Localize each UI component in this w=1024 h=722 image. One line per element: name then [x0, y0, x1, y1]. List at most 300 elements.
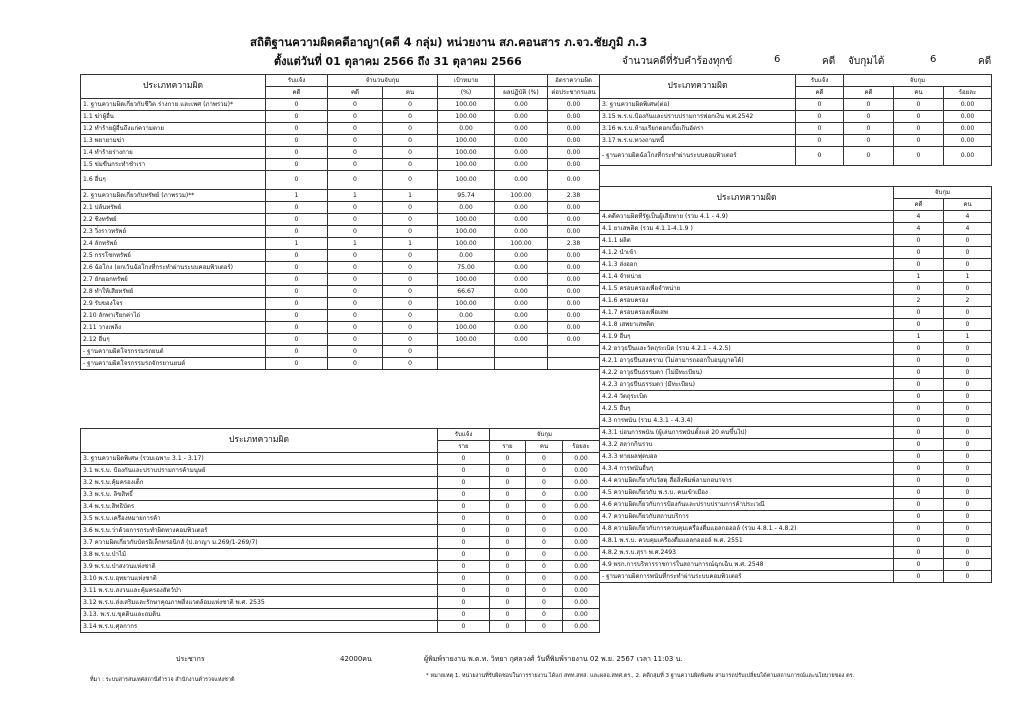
table-row — [600, 295, 992, 307]
cell-value: 0 — [383, 274, 438, 286]
cell-value: 0 — [328, 298, 383, 310]
table-row — [81, 262, 600, 274]
cell-value: 0.00 — [548, 99, 600, 111]
cell-value: 0 — [328, 226, 383, 238]
cell-value: 0 — [894, 415, 944, 427]
cell-value: 0.00 — [438, 202, 495, 214]
cell-value: 0.00 — [495, 135, 548, 147]
cell-value: 0 — [328, 147, 383, 159]
col-c3: คน — [526, 441, 563, 453]
col-arrested: จับกุม — [894, 187, 992, 199]
table-row — [600, 307, 992, 319]
cell-value: 0 — [438, 513, 490, 525]
cell-value: 0.00 — [563, 537, 600, 549]
source-note: ที่มา : ระบบสารสนเทศสถานีตำรวจ สำนักงานตำรวจแห่งชาติ — [90, 677, 235, 683]
table-row — [600, 355, 992, 367]
cell-value: 0 — [944, 499, 992, 511]
row-label: 4.1.7 ครอบครองเพื่อเสพ — [600, 307, 894, 319]
cell-value: 0.00 — [563, 525, 600, 537]
cell-value: 0 — [944, 511, 992, 523]
cell-value: 0 — [438, 537, 490, 549]
row-label: - ฐานความผิดฉ้อโกงที่กระทำผ่านระบบคอมพิวเตอร์ — [600, 147, 796, 166]
cell-value: 0 — [266, 171, 328, 190]
row-label: 2.5 กรรโชกทรัพย์ — [81, 250, 266, 262]
table-row — [600, 379, 992, 391]
cell-value: 0 — [383, 202, 438, 214]
table-row — [600, 235, 992, 247]
cell-value: 0 — [490, 465, 526, 477]
row-label: 4.2.4 วัตถุระเบิด — [600, 391, 894, 403]
cell-value: 0.00 — [548, 274, 600, 286]
cell-value: 0 — [944, 403, 992, 415]
col-persons: คน — [944, 199, 992, 211]
col-persons: คน — [894, 87, 944, 99]
cell-value: 0 — [490, 525, 526, 537]
cell-value: 0.00 — [548, 286, 600, 298]
cell-value: 0 — [266, 135, 328, 147]
cell-value: 100.00 — [438, 214, 495, 226]
row-label: 4.2.1 อาวุธปืนสงคราม (ไม่สามารถออกใบอนุญาตได้) — [600, 355, 894, 367]
row-label: 4.3.1 บ่อนการพนัน (ผู้เล่นการพนันตั้งแต่ 20 คนขึ้นไป) — [600, 427, 894, 439]
table-row — [81, 513, 600, 525]
cell-value: 0 — [844, 99, 894, 111]
col-category: ประเภทความผิด — [600, 187, 894, 211]
row-label: 4.3.3 ทายผลฟุตบอล — [600, 451, 894, 463]
cell-value: 0 — [894, 403, 944, 415]
report-period: ตั้งแต่วันที่ 01 ตุลาคม 2566 ถึง 31 ตุลาคม 2566 — [274, 55, 522, 68]
cell-value: 0 — [328, 286, 383, 298]
row-label: 4.5 ความผิดเกี่ยวกับ พ.ร.บ. คนเข้าเมือง — [600, 487, 894, 499]
row-label: 3.7 ความผิดเกี่ยวกับบัตรอิเล็กทรอนิกส์ (ป.อาญา ม.269/1-269/7) — [81, 537, 438, 549]
cell-value: 0 — [328, 99, 383, 111]
cell-value: 4 — [894, 223, 944, 235]
col-cases: คดี — [266, 87, 328, 99]
cell-value: 0 — [490, 501, 526, 513]
cell-value: 0.00 — [548, 322, 600, 334]
table-row — [600, 319, 992, 331]
cell-value: 0 — [944, 235, 992, 247]
cell-value: 1 — [944, 331, 992, 343]
cell-value: 0.00 — [548, 310, 600, 322]
row-label: 4.3.4 การพนันอื่นๆ — [600, 463, 894, 475]
row-label: 1.4 ทำร้ายร่างกาย — [81, 147, 266, 159]
row-label: 2.7 ยักยอกทรัพย์ — [81, 274, 266, 286]
table-row — [600, 487, 992, 499]
cell-value: 0.00 — [563, 489, 600, 501]
table-row — [81, 159, 600, 171]
row-label: 4.1.2 นำเข้า — [600, 247, 894, 259]
cell-value: 0 — [894, 247, 944, 259]
table-row — [600, 99, 992, 111]
row-label: 3.14 พ.ร.บ.ศุลกากร — [81, 621, 438, 633]
row-label: 1. ฐานความผิดเกี่ยวกับชีวิต ร่างกาย และเพศ (ภาพรวม)* — [81, 99, 266, 111]
row-label: 3.2 พ.ร.บ.คุ้มครองเด็ก — [81, 477, 438, 489]
cell-value: 0 — [266, 358, 328, 370]
cell-value — [438, 346, 495, 358]
row-label: 2.3 วิ่งราวทรัพย์ — [81, 226, 266, 238]
table-row — [81, 202, 600, 214]
cell-value: 0 — [490, 453, 526, 465]
table-row — [81, 561, 600, 573]
cell-value: 100.00 — [438, 99, 495, 111]
cell-value: 0 — [894, 343, 944, 355]
cell-value: 0.00 — [495, 310, 548, 322]
cell-value: 0.00 — [548, 147, 600, 159]
cell-value: 100.00 — [438, 171, 495, 190]
table-row — [81, 525, 600, 537]
cell-value: 0 — [266, 123, 328, 135]
row-label: 4.1.5 ครอบครองเพื่อจำหน่าย — [600, 283, 894, 295]
received-label: จำนวนคดีที่รับคำร้องทุกข์ — [622, 56, 733, 67]
table-row — [600, 547, 992, 559]
population-value: 42000คน — [340, 655, 372, 663]
col-arrested: จับกุม — [844, 75, 992, 87]
cell-value: 0 — [796, 123, 844, 135]
received-value: 6 — [774, 54, 781, 65]
cell-value: 0 — [894, 135, 944, 147]
row-label: 4.1.9 อื่นๆ — [600, 331, 894, 343]
cell-value: 0.00 — [548, 123, 600, 135]
cell-value: 0 — [328, 202, 383, 214]
cell-value: 0.00 — [495, 334, 548, 346]
cell-value: 0 — [894, 319, 944, 331]
table-row — [81, 171, 600, 190]
table-row — [81, 274, 600, 286]
table-row — [81, 286, 600, 298]
row-label: 4.3 การพนัน (รวม 4.3.1 - 4.3.4) — [600, 415, 894, 427]
cell-value: 0 — [944, 451, 992, 463]
row-label: 4.1.4 จำหน่าย — [600, 271, 894, 283]
cell-value: 0 — [894, 147, 944, 166]
cell-value: 0 — [438, 525, 490, 537]
cell-value: 0 — [894, 523, 944, 535]
cell-value: 0 — [944, 379, 992, 391]
cell-value: 0 — [266, 226, 328, 238]
cell-value: 0.00 — [563, 621, 600, 633]
cell-value: 0 — [844, 111, 894, 123]
cell-value: 0 — [266, 214, 328, 226]
cell-value: 0 — [383, 123, 438, 135]
cell-value: 0 — [383, 135, 438, 147]
cell-value: 0 — [383, 334, 438, 346]
cell-value — [548, 358, 600, 370]
row-label: 3.17 พ.ร.บ.ทวงถามหนี้ — [600, 135, 796, 147]
cell-value: 0 — [490, 489, 526, 501]
cell-value: 0 — [438, 573, 490, 585]
table-row — [81, 190, 600, 202]
row-label: 2.12 อื่นๆ — [81, 334, 266, 346]
table-row — [81, 501, 600, 513]
cell-value — [495, 358, 548, 370]
table-row — [600, 111, 992, 123]
table-row — [600, 343, 992, 355]
row-label: 3.13. พ.ร.บ.ขุดดินและถมดิน — [81, 609, 438, 621]
cell-value: 0 — [383, 214, 438, 226]
cell-value: 0 — [894, 535, 944, 547]
cell-value: 100.00 — [438, 226, 495, 238]
row-label: 4.8.2 พ.ร.บ.สุรา พ.ศ.2493 — [600, 547, 894, 559]
cell-value: 0 — [266, 159, 328, 171]
cell-value: 66.67 — [438, 286, 495, 298]
cell-value: 0 — [383, 346, 438, 358]
cell-value: 0.00 — [495, 226, 548, 238]
cell-value: 0.00 — [548, 111, 600, 123]
row-label: 4.1.6 ครอบครอง — [600, 295, 894, 307]
table-row — [81, 477, 600, 489]
cell-value: 0 — [894, 547, 944, 559]
cell-value: 0.00 — [495, 274, 548, 286]
cell-value: 0 — [328, 346, 383, 358]
row-label: 2.4 ลักทรัพย์ — [81, 238, 266, 250]
cell-value: 0 — [894, 283, 944, 295]
table-row — [81, 489, 600, 501]
cell-value: 0 — [526, 453, 563, 465]
cell-value: 0 — [894, 487, 944, 499]
cell-value: 0.00 — [563, 501, 600, 513]
cell-value: 4 — [944, 211, 992, 223]
cell-value: 0 — [383, 262, 438, 274]
row-label: 4.6 ความผิดเกี่ยวกับการป้องกันและปราบปรามการค้าประเวณี — [600, 499, 894, 511]
cell-value: 0.00 — [563, 585, 600, 597]
cell-value: 0 — [490, 573, 526, 585]
cell-value: 100.00 — [438, 159, 495, 171]
table-row — [600, 403, 992, 415]
cell-value: 0.00 — [563, 453, 600, 465]
cell-value: 0 — [266, 147, 328, 159]
cell-value: 0 — [526, 477, 563, 489]
row-label: - ฐานความผิดโจรกรรมรถยนต์ — [81, 346, 266, 358]
col-category: ประเภทความผิด — [81, 75, 266, 99]
row-label: 4.7 ความผิดเกี่ยวกับสถานบริการ — [600, 511, 894, 523]
cell-value: 75.00 — [438, 262, 495, 274]
cell-value: 0.00 — [495, 147, 548, 159]
row-label: 3.8 พ.ร.บ.ป่าไม้ — [81, 549, 438, 561]
cell-value: 0 — [438, 477, 490, 489]
cell-value: 0 — [438, 453, 490, 465]
cell-value: 0 — [894, 367, 944, 379]
cell-value: 0 — [844, 123, 894, 135]
col-category: ประเภทความผิด — [600, 75, 796, 99]
table-row — [600, 571, 992, 583]
table-life-property — [80, 74, 600, 370]
table-row — [81, 573, 600, 585]
cell-value: 0 — [894, 559, 944, 571]
row-label: 4.1.1 ผลิต — [600, 235, 894, 247]
cell-value: 0 — [796, 135, 844, 147]
table-row — [600, 283, 992, 295]
col-reported: รับแจ้ง — [438, 429, 490, 441]
cell-value: 0 — [490, 621, 526, 633]
cell-value: 1 — [328, 238, 383, 250]
cell-value: 0.00 — [438, 310, 495, 322]
cell-value: 0.00 — [944, 147, 992, 166]
cell-value: 0 — [944, 487, 992, 499]
cell-value: 0 — [490, 513, 526, 525]
cell-value: 0 — [490, 597, 526, 609]
cell-value: 0 — [266, 262, 328, 274]
table-row — [81, 597, 600, 609]
cell-value: 0 — [490, 549, 526, 561]
cell-value: 0 — [526, 561, 563, 573]
cell-value: 0 — [944, 463, 992, 475]
row-label: 4.2.3 อาวุธปืนธรรมดา (มีทะเบียน) — [600, 379, 894, 391]
cell-value: 0 — [328, 274, 383, 286]
row-label: 4.1.3 ส่งออก — [600, 259, 894, 271]
cell-value: 0.00 — [563, 609, 600, 621]
cell-value: 0 — [383, 358, 438, 370]
report-title: สถิติฐานความผิดคดีอาญา(คดี 4 กลุ่ม) หน่วยงาน สภ.คอนสาร ภ.จว.ชัยภูมิ ภ.3 — [250, 35, 648, 49]
cell-value: 100.00 — [438, 298, 495, 310]
cell-value: 1 — [266, 190, 328, 202]
col-percent: (%) — [438, 87, 495, 99]
cell-value: 0 — [944, 547, 992, 559]
cell-value: 0 — [328, 159, 383, 171]
cell-value: 0 — [894, 307, 944, 319]
table-state-victim — [599, 186, 992, 583]
row-label: 2.1 ปล้นทรัพย์ — [81, 202, 266, 214]
row-label: 3.12 พ.ร.บ.ส่งเสริมและรักษาคุณภาพสิ่งแวดล้อมแห่งชาติ พ.ศ. 2535 — [81, 597, 438, 609]
col-per-pop: ต่อประชากรแสน — [548, 87, 600, 99]
table-row — [600, 135, 992, 147]
cell-value: 0 — [328, 262, 383, 274]
row-label: 3.5 พ.ร.บ.เครื่องหมายการค้า — [81, 513, 438, 525]
row-label: 4.1 ยาเสพติด (รวม 4.1.1-4.1.9 ) — [600, 223, 894, 235]
table-row — [81, 322, 600, 334]
cell-value: 0 — [328, 135, 383, 147]
table-row — [600, 391, 992, 403]
row-label: 4.8 ความผิดเกี่ยวกับการควบคุมเครื่องดื่มแอลกอฮอล์ (รวม 4.8.1 - 4.8.2) — [600, 523, 894, 535]
table-row — [81, 226, 600, 238]
cell-value: 0 — [383, 99, 438, 111]
cell-value: 0 — [894, 99, 944, 111]
cell-value: 0 — [944, 415, 992, 427]
cell-value: 0 — [944, 571, 992, 583]
row-label: - ฐานความผิดการพนันที่กระทำผ่านระบบคอมพิวเตอร์ — [600, 571, 894, 583]
col-cases: คดี — [894, 199, 944, 211]
cell-value: 1 — [328, 190, 383, 202]
col-performance-blank — [495, 75, 548, 87]
cell-value: 0 — [796, 99, 844, 111]
cell-value: 0 — [383, 159, 438, 171]
cell-value: 0 — [944, 523, 992, 535]
cell-value: 0 — [328, 358, 383, 370]
cell-value: 0 — [438, 501, 490, 513]
cell-value: 0.00 — [563, 513, 600, 525]
cell-value: 0 — [944, 355, 992, 367]
row-label: 4.9 พรก.การบริหารราชการในสถานการณ์ฉุกเฉิน พ.ศ. 2548 — [600, 559, 894, 571]
row-label: 4.2.5 อื่นๆ — [600, 403, 894, 415]
cell-value: 0 — [894, 391, 944, 403]
cell-value: 0.00 — [548, 226, 600, 238]
cell-value: 0.00 — [495, 322, 548, 334]
cell-value: 2.38 — [548, 238, 600, 250]
row-label: 2.6 ฉ้อโกง (ยกเว้นฉ้อโกงที่กระทำผ่านระบบคอมพิวเตอร์) — [81, 262, 266, 274]
cell-value: 0 — [266, 334, 328, 346]
cell-value: 0.00 — [548, 214, 600, 226]
cell-value: 0 — [266, 286, 328, 298]
cell-value: 0 — [526, 525, 563, 537]
row-label: 1.1 ฆ่าผู้อื่น — [81, 111, 266, 123]
cell-value: 0 — [526, 621, 563, 633]
cell-value: 0 — [266, 346, 328, 358]
table-special — [80, 428, 600, 633]
cell-value: 0 — [894, 439, 944, 451]
cell-value: 0 — [944, 259, 992, 271]
row-label: 2.11 วางเพลิง — [81, 322, 266, 334]
col-c4: ร้อยละ — [563, 441, 600, 453]
cell-value: 1 — [266, 238, 328, 250]
cell-value: 100.00 — [438, 111, 495, 123]
cell-value: 0 — [328, 123, 383, 135]
row-label: 4.1.8 เสพยาเสพติด — [600, 319, 894, 331]
cell-value: 1 — [383, 190, 438, 202]
table-special-cont — [599, 74, 992, 166]
cell-value: 0.00 — [944, 123, 992, 135]
cell-value: 0 — [328, 322, 383, 334]
table-row — [600, 331, 992, 343]
cell-value: 0.00 — [548, 334, 600, 346]
table-row — [81, 358, 600, 370]
cell-value: 0 — [944, 283, 992, 295]
cell-value — [495, 346, 548, 358]
table-row — [81, 135, 600, 147]
cell-value: 0 — [526, 501, 563, 513]
table-row — [81, 537, 600, 549]
col-c1: ราย — [438, 441, 490, 453]
cell-value: 0 — [328, 171, 383, 190]
table-row — [81, 310, 600, 322]
col-performance: ผลปฏิบัติ (%) — [495, 87, 548, 99]
row-label: 4.2.2 อาวุธปืนธรรมดา (ไม่มีทะเบียน) — [600, 367, 894, 379]
cell-value: 0.00 — [944, 135, 992, 147]
population-label: ประชากร — [176, 655, 205, 663]
row-label: 2.9 รับของโจร — [81, 298, 266, 310]
cell-value: 0 — [438, 465, 490, 477]
cell-value: 0 — [438, 609, 490, 621]
cell-value: 0 — [266, 111, 328, 123]
table-row — [600, 211, 992, 223]
cell-value: 0.00 — [495, 262, 548, 274]
col-target: เป้าหมาย — [438, 75, 495, 87]
cell-value: 0 — [438, 621, 490, 633]
table-row — [81, 549, 600, 561]
cell-value: 0 — [266, 310, 328, 322]
table-row — [600, 427, 992, 439]
table-row — [81, 123, 600, 135]
cell-value: 2.38 — [548, 190, 600, 202]
row-label: 1.5 ข่มขืนกระทำชำเรา — [81, 159, 266, 171]
cell-value: 0.00 — [495, 286, 548, 298]
col-percent: ร้อยละ — [944, 87, 992, 99]
cell-value: 0.00 — [548, 159, 600, 171]
cell-value: 0.00 — [944, 99, 992, 111]
cell-value: 0 — [894, 379, 944, 391]
cell-value: 0.00 — [495, 202, 548, 214]
row-label: 3. ฐานความผิดพิเศษ(ต่อ) — [600, 99, 796, 111]
cell-value: 0.00 — [548, 171, 600, 190]
cell-value: 100.00 — [495, 190, 548, 202]
cell-value: 0 — [844, 147, 894, 166]
cell-value: 0 — [526, 465, 563, 477]
cell-value: 0 — [266, 99, 328, 111]
cell-value: 1 — [894, 271, 944, 283]
cell-value: 0 — [328, 334, 383, 346]
cell-value: 0.00 — [548, 298, 600, 310]
cell-value: 0.00 — [563, 561, 600, 573]
cell-value: 0 — [266, 250, 328, 262]
row-label: 2.8 ทำให้เสียทรัพย์ — [81, 286, 266, 298]
cell-value: 0 — [526, 597, 563, 609]
